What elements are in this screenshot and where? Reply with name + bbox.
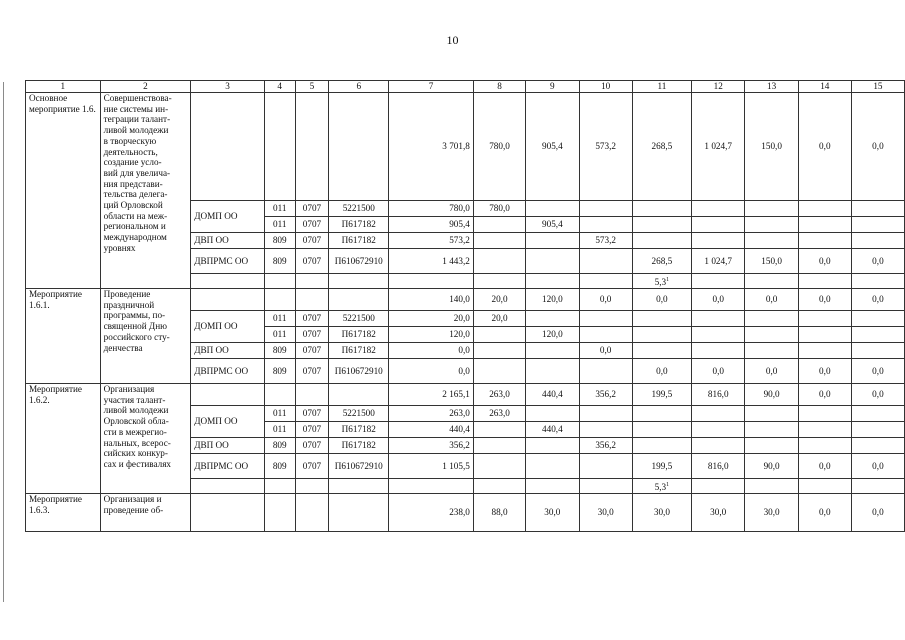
amount-year xyxy=(526,233,579,249)
amount-year xyxy=(632,422,691,438)
total-value: 199,5 xyxy=(632,384,691,406)
total-value: 1 024,7 xyxy=(691,93,744,201)
empty-cell xyxy=(295,479,329,494)
code-article: П617182 xyxy=(329,343,389,359)
amount-year xyxy=(798,233,851,249)
total-value: 90,0 xyxy=(745,384,798,406)
empty-cell xyxy=(329,479,389,494)
measure-title: Организация участия талант- ливой молодежи Орловской обла- сти в межрегио- нальных, всерос- сийских конкур- сах и фестивалях xyxy=(100,384,191,494)
total-value: 0,0 xyxy=(632,289,691,311)
amount-year xyxy=(851,422,904,438)
total-value: 2 165,1 xyxy=(389,384,474,406)
empty-cell xyxy=(526,479,579,494)
code-article: П610672910 xyxy=(329,454,389,479)
amount-year: 0,0 xyxy=(579,343,632,359)
empty-cell xyxy=(295,494,329,532)
measure-title: Организация и проведение об- xyxy=(100,494,191,532)
empty-cell xyxy=(745,274,798,289)
total-value: 0,0 xyxy=(851,384,904,406)
total-value: 780,0 xyxy=(473,93,525,201)
amount-year: 905,4 xyxy=(526,217,579,233)
amount-year: 0,0 xyxy=(691,359,744,384)
total-value: 268,5 xyxy=(632,93,691,201)
amount-total: 1 443,2 xyxy=(389,249,474,274)
amount-year xyxy=(798,217,851,233)
empty-cell xyxy=(473,479,525,494)
empty-cell xyxy=(264,479,295,494)
amount-year: 199,5 xyxy=(632,454,691,479)
total-value: 816,0 xyxy=(691,384,744,406)
column-number-header: 14 xyxy=(798,81,851,93)
code-ministry: 809 xyxy=(264,249,295,274)
total-value: 120,0 xyxy=(526,289,579,311)
amount-year xyxy=(798,406,851,422)
amount-year xyxy=(798,327,851,343)
block-total-row xyxy=(26,93,905,201)
amount-year xyxy=(798,311,851,327)
amount-total: 263,0 xyxy=(389,406,474,422)
amount-year xyxy=(473,359,525,384)
total-value: 905,4 xyxy=(526,93,579,201)
empty-cell xyxy=(329,289,389,311)
code-section: 0707 xyxy=(295,454,329,479)
amount-year xyxy=(691,327,744,343)
amount-year xyxy=(691,438,744,454)
empty-cell xyxy=(329,384,389,406)
empty-cell xyxy=(191,289,265,311)
block-total-row xyxy=(26,384,905,406)
total-value: 140,0 xyxy=(389,289,474,311)
amount-year xyxy=(473,343,525,359)
block-total-row xyxy=(26,494,905,532)
empty-cell xyxy=(295,274,329,289)
code-section: 0707 xyxy=(295,359,329,384)
organization: ДВП ОО xyxy=(191,438,265,454)
empty-cell xyxy=(579,274,632,289)
amount-year xyxy=(579,217,632,233)
empty-cell xyxy=(191,494,265,532)
code-section: 0707 xyxy=(295,201,329,217)
page-number: 10 xyxy=(446,33,459,47)
column-number-header: 4 xyxy=(264,81,295,93)
amount-year xyxy=(851,438,904,454)
column-number-header: 3 xyxy=(191,81,265,93)
amount-year: 0,0 xyxy=(632,359,691,384)
measure-number: Мероприятие 1.6.1. xyxy=(26,289,101,384)
code-section: 0707 xyxy=(295,343,329,359)
amount-year xyxy=(851,327,904,343)
amount-year: 780,0 xyxy=(473,201,525,217)
code-article: 5221500 xyxy=(329,311,389,327)
measure-number: Основное мероприятие 1.6. xyxy=(26,93,101,289)
empty-cell xyxy=(473,274,525,289)
amount-year xyxy=(526,343,579,359)
amount-year: 0,0 xyxy=(851,249,904,274)
code-ministry: 809 xyxy=(264,343,295,359)
code-article: П617182 xyxy=(329,438,389,454)
amount-year xyxy=(579,327,632,343)
amount-year xyxy=(579,201,632,217)
column-number-header: 1 xyxy=(26,81,101,93)
empty-cell xyxy=(264,289,295,311)
amount-year xyxy=(579,359,632,384)
empty-cell xyxy=(851,479,904,494)
empty-cell xyxy=(191,384,265,406)
block-total-row xyxy=(26,289,905,311)
column-number-header: 15 xyxy=(851,81,904,93)
amount-year: 0,0 xyxy=(745,359,798,384)
amount-year: 0,0 xyxy=(798,359,851,384)
empty-cell xyxy=(691,274,744,289)
total-value: 30,0 xyxy=(579,494,632,532)
column-number-header: 13 xyxy=(745,81,798,93)
amount-year xyxy=(745,406,798,422)
total-value: 0,0 xyxy=(851,93,904,201)
empty-cell xyxy=(329,93,389,201)
organization: ДВПРМС ОО xyxy=(191,249,265,274)
empty-cell xyxy=(191,93,265,201)
amount-year xyxy=(745,422,798,438)
total-value: 440,4 xyxy=(526,384,579,406)
amount-year xyxy=(579,311,632,327)
amount-year: 573,2 xyxy=(579,233,632,249)
total-value: 30,0 xyxy=(632,494,691,532)
amount-total: 356,2 xyxy=(389,438,474,454)
total-value: 356,2 xyxy=(579,384,632,406)
amount-year xyxy=(526,249,579,274)
empty-cell xyxy=(745,479,798,494)
amount-year: 0,0 xyxy=(798,454,851,479)
code-section: 0707 xyxy=(295,438,329,454)
total-value: 30,0 xyxy=(745,494,798,532)
amount-year xyxy=(473,438,525,454)
amount-year xyxy=(745,438,798,454)
amount-year: 150,0 xyxy=(745,249,798,274)
total-value: 0,0 xyxy=(851,494,904,532)
budget-table xyxy=(25,80,905,532)
amount-year: 0,0 xyxy=(851,454,904,479)
table-body xyxy=(26,81,905,532)
amount-year xyxy=(798,343,851,359)
empty-cell xyxy=(798,479,851,494)
code-section: 0707 xyxy=(295,422,329,438)
empty-cell xyxy=(851,274,904,289)
amount-year: 268,5 xyxy=(632,249,691,274)
code-section: 0707 xyxy=(295,406,329,422)
amount-year: 90,0 xyxy=(745,454,798,479)
code-article: П617182 xyxy=(329,217,389,233)
amount-year xyxy=(851,201,904,217)
amount-total: 440,4 xyxy=(389,422,474,438)
amount-year xyxy=(745,233,798,249)
total-value: 0,0 xyxy=(798,384,851,406)
footnote-value xyxy=(632,274,691,289)
organization: ДВПРМС ОО xyxy=(191,359,265,384)
column-number-header: 5 xyxy=(295,81,329,93)
total-value: 150,0 xyxy=(745,93,798,201)
code-section: 0707 xyxy=(295,327,329,343)
code-article: П617182 xyxy=(329,233,389,249)
amount-year xyxy=(579,249,632,274)
code-ministry: 011 xyxy=(264,327,295,343)
organization: ДОМП ОО xyxy=(191,406,265,438)
code-ministry: 809 xyxy=(264,359,295,384)
total-value: 3 701,8 xyxy=(389,93,474,201)
amount-year xyxy=(851,233,904,249)
footnote-marker: 1 xyxy=(666,276,670,283)
amount-year xyxy=(473,249,525,274)
amount-year xyxy=(745,327,798,343)
code-ministry: 011 xyxy=(264,201,295,217)
amount-year: 356,2 xyxy=(579,438,632,454)
amount-year: 20,0 xyxy=(473,311,525,327)
amount-total: 1 105,5 xyxy=(389,454,474,479)
footnote-amount: 5,3 xyxy=(654,481,667,492)
amount-year xyxy=(745,311,798,327)
amount-total: 120,0 xyxy=(389,327,474,343)
amount-year xyxy=(745,343,798,359)
amount-year xyxy=(691,233,744,249)
column-number-header: 9 xyxy=(526,81,579,93)
amount-year xyxy=(632,327,691,343)
measure-number: Мероприятие 1.6.3. xyxy=(26,494,101,532)
code-ministry: 011 xyxy=(264,311,295,327)
amount-year xyxy=(851,217,904,233)
total-value: 30,0 xyxy=(691,494,744,532)
amount-year xyxy=(691,201,744,217)
amount-year xyxy=(691,343,744,359)
total-value: 573,2 xyxy=(579,93,632,201)
organization: ДВПРМС ОО xyxy=(191,454,265,479)
amount-year xyxy=(745,201,798,217)
amount-year xyxy=(691,217,744,233)
empty-cell xyxy=(389,479,474,494)
amount-year xyxy=(473,233,525,249)
code-section: 0707 xyxy=(295,233,329,249)
code-article: 5221500 xyxy=(329,406,389,422)
amount-year: 0,0 xyxy=(851,359,904,384)
column-number-header: 10 xyxy=(579,81,632,93)
code-ministry: 809 xyxy=(264,454,295,479)
code-article: П610672910 xyxy=(329,249,389,274)
total-value: 0,0 xyxy=(798,93,851,201)
amount-year xyxy=(632,438,691,454)
total-value: 0,0 xyxy=(745,289,798,311)
amount-year xyxy=(526,359,579,384)
amount-total: 20,0 xyxy=(389,311,474,327)
amount-year: 1 024,7 xyxy=(691,249,744,274)
column-number-header: 12 xyxy=(691,81,744,93)
empty-cell xyxy=(295,289,329,311)
empty-cell xyxy=(191,274,265,289)
code-section: 0707 xyxy=(295,311,329,327)
measure-title: Проведение праздничной программы, по- священной Дню российского сту- денчества xyxy=(100,289,191,384)
amount-year xyxy=(579,454,632,479)
empty-cell xyxy=(389,274,474,289)
amount-year xyxy=(745,217,798,233)
amount-year xyxy=(851,311,904,327)
header-row xyxy=(26,81,905,93)
empty-cell xyxy=(264,93,295,201)
amount-year xyxy=(798,201,851,217)
total-value: 238,0 xyxy=(389,494,474,532)
amount-year xyxy=(851,406,904,422)
empty-cell xyxy=(329,494,389,532)
empty-cell xyxy=(691,479,744,494)
amount-year xyxy=(579,406,632,422)
total-value: 0,0 xyxy=(798,494,851,532)
code-article: П610672910 xyxy=(329,359,389,384)
empty-cell xyxy=(526,274,579,289)
total-value: 88,0 xyxy=(473,494,525,532)
empty-cell xyxy=(264,274,295,289)
amount-year xyxy=(691,406,744,422)
organization: ДОМП ОО xyxy=(191,311,265,343)
code-ministry: 809 xyxy=(264,233,295,249)
total-value: 0,0 xyxy=(851,289,904,311)
amount-year xyxy=(691,311,744,327)
amount-total: 573,2 xyxy=(389,233,474,249)
code-article: П617182 xyxy=(329,327,389,343)
column-number-header: 8 xyxy=(473,81,525,93)
amount-year xyxy=(632,217,691,233)
amount-year xyxy=(632,201,691,217)
amount-year xyxy=(473,327,525,343)
amount-year xyxy=(632,311,691,327)
amount-year xyxy=(473,454,525,479)
column-number-header: 11 xyxy=(632,81,691,93)
empty-cell xyxy=(329,274,389,289)
code-ministry: 011 xyxy=(264,422,295,438)
amount-total: 0,0 xyxy=(389,359,474,384)
amount-year xyxy=(632,233,691,249)
column-number-header: 7 xyxy=(389,81,474,93)
organization: ДВП ОО xyxy=(191,233,265,249)
amount-year xyxy=(632,406,691,422)
code-article: 5221500 xyxy=(329,201,389,217)
code-section: 0707 xyxy=(295,217,329,233)
column-number-header: 6 xyxy=(329,81,389,93)
code-ministry: 809 xyxy=(264,438,295,454)
amount-year: 263,0 xyxy=(473,406,525,422)
amount-year xyxy=(691,422,744,438)
amount-year: 120,0 xyxy=(526,327,579,343)
total-value: 0,0 xyxy=(579,289,632,311)
amount-year xyxy=(526,201,579,217)
amount-year xyxy=(526,454,579,479)
code-article: П617182 xyxy=(329,422,389,438)
amount-year xyxy=(473,217,525,233)
code-ministry: 011 xyxy=(264,217,295,233)
total-value: 20,0 xyxy=(473,289,525,311)
scan-edge-line xyxy=(3,82,4,602)
amount-year xyxy=(526,406,579,422)
measure-number: Мероприятие 1.6.2. xyxy=(26,384,101,494)
amount-year xyxy=(526,311,579,327)
column-number-header: 2 xyxy=(100,81,191,93)
amount-year xyxy=(798,438,851,454)
total-value: 263,0 xyxy=(473,384,525,406)
total-value: 0,0 xyxy=(691,289,744,311)
footnote-marker: 1 xyxy=(666,481,670,488)
empty-cell xyxy=(264,384,295,406)
empty-cell xyxy=(295,93,329,201)
empty-cell xyxy=(191,479,265,494)
organization: ДОМП ОО xyxy=(191,201,265,233)
amount-total: 780,0 xyxy=(389,201,474,217)
empty-cell xyxy=(264,494,295,532)
amount-year xyxy=(526,438,579,454)
measure-title: Совершенствова- ние системы ин- теграции талант- ливой молодежи в творческую деятельность, создание усло- вий для увелича- ния представи- тельства делега- ций Орловской области на меж- региональном и международном уровнях xyxy=(100,93,191,289)
amount-total: 0,0 xyxy=(389,343,474,359)
amount-year xyxy=(798,422,851,438)
total-value: 30,0 xyxy=(526,494,579,532)
amount-year xyxy=(632,343,691,359)
amount-year xyxy=(473,422,525,438)
footnote-amount: 5,3 xyxy=(654,276,667,287)
empty-cell xyxy=(295,384,329,406)
organization: ДВП ОО xyxy=(191,343,265,359)
amount-year: 816,0 xyxy=(691,454,744,479)
amount-year: 0,0 xyxy=(798,249,851,274)
code-ministry: 011 xyxy=(264,406,295,422)
amount-year xyxy=(579,422,632,438)
amount-year: 440,4 xyxy=(526,422,579,438)
amount-total: 905,4 xyxy=(389,217,474,233)
code-section: 0707 xyxy=(295,249,329,274)
footnote-value xyxy=(632,479,691,494)
amount-year xyxy=(851,343,904,359)
empty-cell xyxy=(579,479,632,494)
total-value: 0,0 xyxy=(798,289,851,311)
empty-cell xyxy=(798,274,851,289)
